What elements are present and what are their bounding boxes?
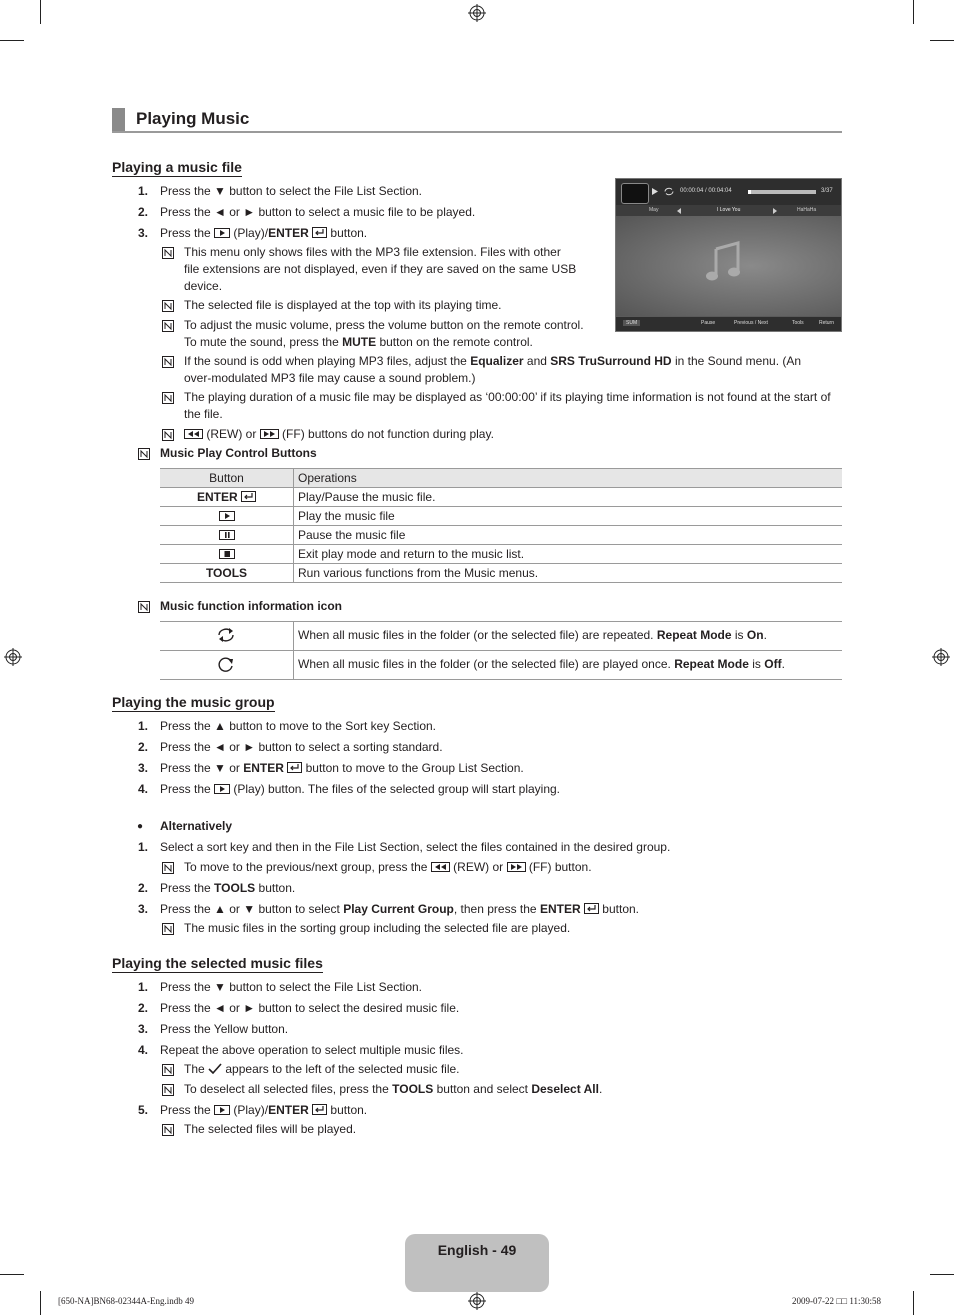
imprint-right: 2009-07-22 □□ 11:30:58 bbox=[792, 1296, 882, 1306]
note-text: device. bbox=[184, 279, 223, 293]
step-text bbox=[160, 760, 524, 777]
subheading-music-group: Playing the music group bbox=[112, 694, 275, 710]
return-hint: Return bbox=[819, 320, 835, 326]
repeat-off-description bbox=[298, 656, 785, 673]
desc-text: is bbox=[752, 657, 761, 671]
enter-label: ENTER bbox=[268, 226, 309, 240]
step-text: Press the Yellow button. bbox=[160, 1022, 289, 1036]
registration-mark-icon bbox=[468, 1292, 486, 1310]
icon-table-title: Music function information icon bbox=[160, 599, 342, 613]
table-header-row bbox=[160, 469, 842, 488]
step-text: Press the ◄ or ► button to select a sorting standard. bbox=[160, 740, 443, 754]
note-text-pre: The bbox=[184, 1062, 205, 1076]
next-track: HaHaHa bbox=[797, 207, 817, 213]
enter-label: ENTER bbox=[243, 761, 284, 775]
pause-hint: Pause bbox=[701, 320, 716, 326]
note-icon bbox=[162, 392, 174, 404]
step-number: 3. bbox=[138, 761, 149, 775]
step-text bbox=[160, 781, 560, 798]
imprint-left: [650-NA]BN68-02344A-Eng.indb 49 bbox=[58, 1296, 194, 1306]
note-icon bbox=[162, 1124, 174, 1136]
note-text: The playing duration of a music file may be displayed as ‘00:00:00’ if its playing time information is not found at the start of bbox=[184, 390, 831, 404]
crop-mark bbox=[913, 1291, 914, 1315]
table-border bbox=[160, 650, 842, 651]
play-current-group-label: Play Current Group bbox=[343, 902, 454, 916]
play-button-icon bbox=[214, 1105, 230, 1115]
subheading-playing-file: Playing a music file bbox=[112, 159, 242, 175]
music-note-icon bbox=[704, 241, 744, 283]
step-number: 1. bbox=[138, 184, 149, 198]
prev-track: May bbox=[649, 207, 659, 213]
desc-text: . bbox=[763, 628, 767, 642]
step-number: 2. bbox=[138, 881, 149, 895]
operation-cell: Exit play mode and return to the music list. bbox=[294, 545, 843, 564]
repeat-icon bbox=[664, 187, 674, 196]
step-number: 4. bbox=[138, 1043, 149, 1057]
srs-label: SRS TruSurround HD bbox=[550, 354, 672, 368]
note-text bbox=[184, 1081, 602, 1098]
play-button-icon bbox=[219, 511, 235, 521]
step-text bbox=[160, 880, 295, 897]
step-text-pre: Press the bbox=[160, 226, 211, 240]
desc-text: . bbox=[781, 657, 785, 671]
enter-icon bbox=[584, 903, 599, 914]
play-icon bbox=[651, 187, 659, 196]
enter-label: ENTER bbox=[268, 1103, 309, 1117]
step-number: 1. bbox=[138, 719, 149, 733]
step-number: 3. bbox=[138, 226, 149, 240]
step-number: 3. bbox=[138, 1022, 149, 1036]
button-cell bbox=[160, 526, 294, 545]
repeat-on-description bbox=[298, 627, 767, 644]
step-text: Press the ◄ or ► button to select the desired music file. bbox=[160, 1001, 460, 1015]
step-text-post: button. bbox=[602, 902, 639, 916]
deselect-all-label: Deselect All bbox=[531, 1082, 599, 1096]
button-cell: TOOLS bbox=[160, 564, 294, 583]
note-text bbox=[184, 334, 533, 351]
table-row bbox=[160, 488, 842, 507]
step-text: Press the ◄ or ► button to select a music file to be played. bbox=[160, 205, 476, 219]
step-number: 2. bbox=[138, 740, 149, 754]
step-text: Press the ▼ button to select the File List Section. bbox=[160, 980, 423, 994]
step-number: 2. bbox=[138, 1001, 149, 1015]
step-text-pre: Press the bbox=[160, 881, 211, 895]
step-text: Select a sort key and then in the File List Section, select the files contained in the desired group. bbox=[160, 840, 671, 854]
equalizer-label: Equalizer bbox=[470, 354, 524, 368]
repeat-mode-label: Repeat Mode bbox=[674, 657, 749, 671]
desc-text: When all music files in the folder (or the selected file) are played once. bbox=[298, 657, 671, 671]
table-row bbox=[160, 507, 842, 526]
note-text-pre: To move to the previous/next group, press the bbox=[184, 860, 428, 874]
tools-label: TOOLS bbox=[392, 1082, 434, 1096]
step-text: Press the ▼ button to select the File List Section. bbox=[160, 184, 423, 198]
button-cell bbox=[160, 488, 294, 507]
enter-icon bbox=[287, 762, 302, 773]
step-text-mid: (Play)/ bbox=[233, 1103, 269, 1117]
operation-cell: Pause the music file bbox=[294, 526, 843, 545]
crop-mark bbox=[930, 1274, 954, 1275]
enter-icon bbox=[312, 1104, 327, 1115]
note-icon bbox=[162, 1064, 174, 1076]
checkmark-icon bbox=[208, 1063, 222, 1074]
step-text-mid: , then press the bbox=[453, 902, 537, 916]
note-text bbox=[184, 353, 801, 370]
track-count: 3/37 bbox=[821, 188, 833, 194]
step-number: 1. bbox=[138, 840, 149, 854]
step-text-post: (Play) button. The files of the selected group will start playing. bbox=[233, 782, 561, 796]
right-arrow-icon bbox=[773, 208, 778, 214]
step-text-post: button. bbox=[330, 1103, 368, 1117]
note-text-pre: If the sound is odd when playing MP3 files, adjust the bbox=[184, 354, 467, 368]
section-title: Playing Music bbox=[136, 109, 250, 128]
step-number: 2. bbox=[138, 205, 149, 219]
repeat-mode-label: Repeat Mode bbox=[656, 628, 732, 642]
note-icon bbox=[138, 448, 150, 460]
button-cell bbox=[160, 507, 294, 526]
step-number: 4. bbox=[138, 782, 149, 796]
note-text-post: (FF) buttons do not function during play. bbox=[282, 427, 494, 441]
note-text bbox=[184, 426, 494, 443]
page-number: English - 49 bbox=[437, 1242, 517, 1258]
enter-label: ENTER bbox=[539, 902, 581, 916]
header-button: Button bbox=[160, 469, 294, 488]
note-text: The music files in the sorting group including the selected file are played. bbox=[184, 921, 571, 935]
note-icon bbox=[162, 320, 174, 332]
play-time: 00:00:04 / 00:04:04 bbox=[680, 188, 732, 194]
registration-mark-icon bbox=[932, 648, 950, 666]
note-text: over-modulated MP3 file may cause a sound problem.) bbox=[184, 371, 476, 385]
desc-text: When all music files in the folder (or the selected file) are repeated. bbox=[298, 628, 654, 642]
subheading-selected-files: Playing the selected music files bbox=[112, 955, 323, 971]
progress-fill bbox=[748, 190, 751, 194]
crop-mark bbox=[40, 1291, 41, 1315]
pause-button-icon bbox=[219, 530, 235, 540]
step-text-post: button. bbox=[258, 881, 296, 895]
crop-mark bbox=[913, 0, 914, 24]
screen-bottom-bar bbox=[616, 317, 841, 331]
stop-button-icon bbox=[219, 549, 235, 559]
enter-icon bbox=[312, 227, 327, 238]
operation-cell: Run various functions from the Music menus. bbox=[294, 564, 843, 583]
progress-bar bbox=[748, 190, 816, 194]
step-text: Press the ▲ button to move to the Sort key Section. bbox=[160, 719, 437, 733]
operation-cell: Play/Pause the music file. bbox=[294, 488, 843, 507]
crop-mark bbox=[40, 0, 41, 24]
note-icon bbox=[138, 601, 150, 613]
step-text-pre: Press the ▼ or bbox=[160, 761, 240, 775]
enter-icon bbox=[241, 491, 256, 502]
note-text-mid: button and select bbox=[436, 1082, 528, 1096]
play-button-icon bbox=[214, 784, 230, 794]
tools-hint: Tools bbox=[792, 320, 804, 326]
current-track: I Love You bbox=[717, 207, 741, 213]
left-arrow-icon bbox=[677, 208, 682, 214]
step-text-pre: Press the ▲ or ▼ button to select bbox=[160, 902, 340, 916]
section-divider bbox=[112, 131, 842, 133]
note-text-pre: To mute the sound, press the bbox=[184, 335, 339, 349]
note-text-post: button on the remote control. bbox=[379, 335, 533, 349]
note-icon bbox=[162, 429, 174, 441]
step-text bbox=[160, 1102, 367, 1119]
registration-mark-icon bbox=[468, 4, 486, 22]
step-text-post: button. bbox=[330, 226, 368, 240]
table-border bbox=[293, 621, 294, 679]
note-text: To adjust the music volume, press the volume button on the remote control. bbox=[184, 318, 584, 332]
step-number: 5. bbox=[138, 1103, 149, 1117]
note-text: This menu only shows files with the MP3 file extension. Files with other bbox=[184, 245, 561, 259]
step-text: Repeat the above operation to select multiple music files. bbox=[160, 1043, 464, 1057]
crop-mark bbox=[0, 40, 24, 41]
note-icon bbox=[162, 300, 174, 312]
note-text-post: (FF) button. bbox=[528, 860, 592, 874]
table-border bbox=[160, 679, 842, 680]
note-text-pre: To deselect all selected files, press the bbox=[184, 1082, 389, 1096]
note-text-and: and bbox=[526, 354, 547, 368]
enter-label: ENTER bbox=[196, 490, 238, 504]
on-label: On bbox=[746, 628, 764, 642]
note-text bbox=[184, 859, 592, 876]
tools-label: TOOLS bbox=[214, 881, 256, 895]
button-cell bbox=[160, 545, 294, 564]
note-icon bbox=[162, 356, 174, 368]
repeat-on-icon bbox=[216, 626, 236, 644]
note-text-post: appears to the left of the selected music file. bbox=[225, 1062, 460, 1076]
album-thumb bbox=[621, 183, 649, 204]
note-text: The selected file is displayed at the top with its playing time. bbox=[184, 298, 502, 312]
control-table-title: Music Play Control Buttons bbox=[160, 446, 317, 460]
note-text: the file. bbox=[184, 407, 223, 421]
fast-forward-icon bbox=[260, 429, 279, 439]
section-bar bbox=[112, 108, 125, 132]
desc-text: is bbox=[734, 628, 744, 642]
step-text-mid: (Play)/ bbox=[233, 226, 269, 240]
sum-label: SUM bbox=[623, 320, 640, 326]
table-row bbox=[160, 545, 842, 564]
table-row bbox=[160, 526, 842, 545]
note-text-end: . bbox=[598, 1082, 603, 1096]
repeat-off-icon bbox=[216, 655, 236, 673]
note-icon bbox=[162, 247, 174, 259]
note-text: file extensions are not displayed, even if they are saved on the same USB bbox=[184, 262, 577, 276]
alternatively-title: Alternatively bbox=[160, 819, 233, 833]
operation-cell: Play the music file bbox=[294, 507, 843, 526]
play-button-icon bbox=[214, 228, 230, 238]
prev-next-hint: Previous / Next bbox=[734, 320, 768, 326]
note-text-mid: (REW) or bbox=[453, 860, 504, 874]
tv-screen-screenshot bbox=[615, 178, 842, 332]
crop-mark bbox=[930, 40, 954, 41]
step-text bbox=[160, 901, 639, 918]
step-number: 3. bbox=[138, 902, 149, 916]
table-row bbox=[160, 564, 842, 583]
rewind-icon bbox=[431, 862, 450, 872]
rewind-icon bbox=[184, 429, 203, 439]
off-label: Off bbox=[764, 657, 782, 671]
fast-forward-icon bbox=[507, 862, 526, 872]
step-text bbox=[160, 225, 367, 242]
note-text-post: in the Sound menu. (An bbox=[674, 354, 802, 368]
header-operations: Operations bbox=[294, 469, 843, 488]
mute-label: MUTE bbox=[342, 335, 377, 349]
bullet: ● bbox=[137, 821, 144, 832]
note-icon bbox=[162, 1084, 174, 1096]
note-text: The selected files will be played. bbox=[184, 1122, 357, 1136]
note-text bbox=[184, 1061, 460, 1078]
note-text-rew: (REW) or bbox=[206, 427, 257, 441]
step-number: 1. bbox=[138, 980, 149, 994]
table-border bbox=[160, 621, 842, 622]
step-text-post: button to move to the Group List Section. bbox=[305, 761, 524, 775]
registration-mark-icon bbox=[4, 648, 22, 666]
control-buttons-table bbox=[160, 468, 842, 583]
note-icon bbox=[162, 923, 174, 935]
crop-mark bbox=[0, 1274, 24, 1275]
note-icon bbox=[162, 862, 174, 874]
step-text-pre: Press the bbox=[160, 782, 211, 796]
step-text-pre: Press the bbox=[160, 1103, 211, 1117]
